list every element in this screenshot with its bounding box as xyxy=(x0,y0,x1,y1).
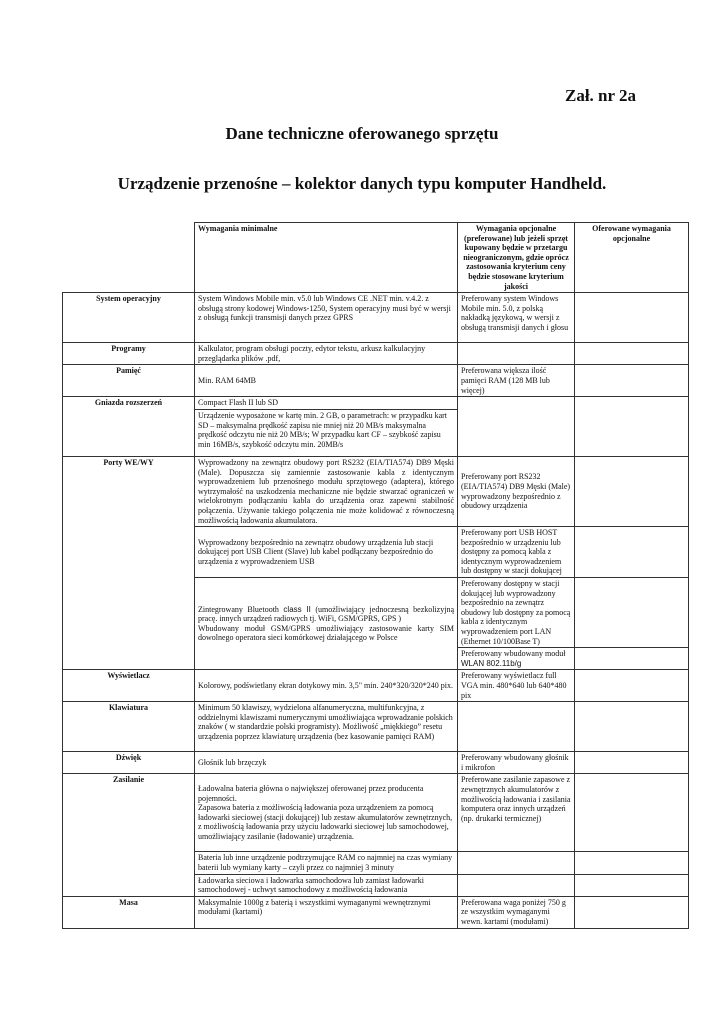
table-header-row xyxy=(63,223,689,293)
display-offered xyxy=(575,670,689,702)
table-row-power-1 xyxy=(63,774,689,852)
sound-min: Głośnik lub brzęczyk xyxy=(195,752,458,774)
power-min-1 xyxy=(195,774,458,852)
sound-offered xyxy=(575,752,689,774)
ports-opt-1: Preferowany port RS232 (EIA/TIA574) DB9 Męski (Male) wyprowadzony bezpośrednio z obudowy urządzenia xyxy=(458,456,575,526)
ports-offered-4 xyxy=(575,648,689,670)
ports-min-3 xyxy=(195,578,458,670)
category-programs: Programy xyxy=(63,343,195,365)
mass-min: Maksymalnie 1000g z baterią i wszystkimi wymaganymi wewnętrznymi modułami (kartami) xyxy=(195,896,458,928)
ports-opt-3: Preferowany dostępny w stacji dokującej lub wyprowadzony bezpośrednio na zewnątrz obudowy lub dostępny za pomocą kabla z identycznym wyprowadzeniem port LAN (Ethernet 10/100Base T) xyxy=(458,578,575,648)
header-min-requirements: Wymagania minimalne xyxy=(195,223,458,293)
table-row-mass xyxy=(63,896,689,928)
bluetooth-note: (umożliwiający jednoczesną bezkolizyjną pracę. innych urządzeń radiowych tj. WiFi, GSM/GPRS, GPS ) xyxy=(198,604,455,624)
memory-opt: Preferowana większa ilość pamięci RAM (128 MB lub więcej) xyxy=(458,365,575,397)
memory-offered xyxy=(575,365,689,397)
table-row-os xyxy=(63,293,689,343)
slots-offered xyxy=(575,397,689,457)
category-display: Wyświetlacz xyxy=(63,670,195,702)
power-offered-2 xyxy=(575,852,689,874)
mass-offered xyxy=(575,896,689,928)
programs-offered xyxy=(575,343,689,365)
bluetooth-class: class II xyxy=(283,604,311,614)
table-row-programs xyxy=(63,343,689,365)
slots-min-1: Compact Flash II lub SD xyxy=(195,397,458,410)
display-opt: Preferowany wyświetlacz full VGA min. 480*640 lub 640*480 pix xyxy=(458,670,575,702)
slots-min-2: Urządzenie wyposażone w kartę min. 2 GB, o parametrach: w przypadku kart SD – maksymalna prędkość zapisu nie mniej niż 20 MB/s maksymalna prędkość odczytu nie niż 20 MB/s; W przypadku kart CF – szybkość zapisu min 16MB/s, szybkość odczytu min. 20MB/s xyxy=(195,409,458,456)
main-battery: Ładowalna bateria główna o największej oferowanej przez producenta pojemności. xyxy=(198,784,424,803)
power-opt-1: Preferowane zasilanie zapasowe z zewnętrznych akumulatorów z możliwością ładowania i zasilania komputera oraz innych urządzeń (np. drukarki termicznej) xyxy=(458,774,575,852)
ports-opt-2: Preferowany port USB HOST bezpośrednio w urządzeniu lub dostępny za pomocą kabla z identycznym wyprowadzeniem lub dostępny w stacji dokującej xyxy=(458,527,575,578)
mass-opt: Preferowana waga poniżej 750 g ze wszystkim wymaganymi wewn. kartami (modułami) xyxy=(458,896,575,928)
table-row-display xyxy=(63,670,689,702)
category-sound: Dźwięk xyxy=(63,752,195,774)
header-optional-requirements: Wymagania opcjonalne (preferowane) lub jeżeli sprzęt kupowany będzie w przetargu nieograniczonym, gdzie oprócz zastosowania kryterium ceny będzie stosowane kryterium jakości xyxy=(458,223,575,293)
wlan-standard: WLAN 802.11b/g xyxy=(461,658,522,668)
gsm-module: Wbudowany moduł GSM/GPRS umożliwiający zastosowanie karty SIM dowolnego operatora sieci komórkowej działającego w Polsce xyxy=(198,623,454,643)
ports-opt-4 xyxy=(458,648,575,670)
power-opt-3 xyxy=(458,874,575,896)
display-min: Kolorowy, podświetlany ekran dotykowy min. 3,5" min. 240*320/320*240 pix. xyxy=(195,670,458,702)
power-offered-1 xyxy=(575,774,689,852)
ports-min-1: Wyprowadzony na zewnątrz obudowy port RS232 (EIA/TIA574) DB9 Męski (Male). Dopuszcza się zamiennie zastosowanie kabla z identycznym wyprowadzeniem lub przenośnego modułu sprzętowego (adaptera), którego wytrzymałość na uszkodzenia mechaniczne nie będzie stwarzać ograniczeń w wielokrotnym podłączaniu kabla do urządzenia oraz zapewni stabilność połączenia. Używanie takiego połączenia nie może kolidować z równoczesną możliwością ładowania akumulatora. xyxy=(195,456,458,526)
keyboard-opt xyxy=(458,702,575,752)
header-empty-cell xyxy=(63,223,195,293)
os-min: System Windows Mobile min. v5.0 lub Windows CE .NET min. v.4.2. z obsługą strony kodowej Windows-1250, System operacyjny musi być w wersji z obsługą funkcji transmisji danych przez GPRS xyxy=(195,293,458,343)
table-row-slots-1 xyxy=(63,397,689,410)
programs-opt xyxy=(458,343,575,365)
category-power: Zasilanie xyxy=(63,774,195,896)
table-row-sound xyxy=(63,752,689,774)
programs-min: Kalkulator, program obsługi poczty, edytor tekstu, arkusz kalkulacyjny przeglądarka plików .pdf, xyxy=(195,343,458,365)
spare-battery: Zapasowa bateria z możliwością ładowania poza urządzeniem za pomocą ładowarki sieciowej (stacji dokującej) lub zestaw akumulatorów zewnętrznych, z możliwością ładowania przy użyciu ładowarki sieciowej lub samochodowej, umożliwiający zasilanie (ładowanie) urządzenia. xyxy=(198,803,453,842)
power-opt-2 xyxy=(458,852,575,874)
bluetooth-label: Zintegrowany Bluetooth xyxy=(198,604,279,614)
document-subtitle: Urządzenie przenośne – kolektor danych typu komputer Handheld. xyxy=(117,174,607,193)
spec-table xyxy=(62,222,689,929)
document-title: Dane techniczne oferowanego sprzętu xyxy=(225,124,499,143)
keyboard-min: Minimum 50 klawiszy, wydzielona alfanumeryczna, multifunkcyjna, z oddzielnymi klawiszami numerycznymi umożliwiająca wprowadzanie polskich znaków ( w standardzie polski programisty). Możliwość „miękkiego” resetu urządzenia poprzez klawiaturę urządzenia (bez kasowanie pamięci RAM) xyxy=(195,702,458,752)
category-mass: Masa xyxy=(63,896,195,928)
category-slots: Gniazda rozszerzeń xyxy=(63,397,195,457)
category-memory: Pamięć xyxy=(63,365,195,397)
power-min-3: Ładowarka sieciowa i ładowarka samochodowa lub zamiast ładowarki samochodowej - uchwyt samochodowy z możliwością ładowania xyxy=(195,874,458,896)
slots-opt xyxy=(458,397,575,457)
wlan-label: Preferowany wbudowany moduł xyxy=(461,649,566,659)
ports-offered-1 xyxy=(575,456,689,526)
sound-opt: Preferowany wbudowany głośnik i mikrofon xyxy=(458,752,575,774)
os-offered xyxy=(575,293,689,343)
os-opt: Preferowany system Windows Mobile min. 5.0, z polską nakładką językową, w wersji z obsługą transmisji danych i głosu xyxy=(458,293,575,343)
table-row-ports-1 xyxy=(63,456,689,526)
attachment-number: Zał. nr 2a xyxy=(564,86,636,105)
keyboard-offered xyxy=(575,702,689,752)
power-offered-3 xyxy=(575,874,689,896)
category-os: System operacyjny xyxy=(63,293,195,343)
ports-min-2: Wyprowadzony bezpośrednio na zewnątrz obudowy urządzenia lub stacji dokującej port USB Client (Slave) lub kabel podłączany bezpośrednio do urządzenia z wyprowadzeniem USB xyxy=(195,527,458,578)
category-keyboard: Klawiatura xyxy=(63,702,195,752)
category-ports: Porty WE/WY xyxy=(63,456,195,669)
table-row-memory xyxy=(63,365,689,397)
power-min-2: Bateria lub inne urządzenie podtrzymujące RAM co najmniej na czas wymiany baterii lub wymiany karty – czyli przez co najmniej 3 minuty xyxy=(195,852,458,874)
ports-offered-3 xyxy=(575,578,689,648)
memory-min: Min. RAM 64MB xyxy=(195,365,458,397)
ports-offered-2 xyxy=(575,527,689,578)
header-offered-optional: Oferowane wymagania opcjonalne xyxy=(575,223,689,293)
table-row-keyboard xyxy=(63,702,689,752)
